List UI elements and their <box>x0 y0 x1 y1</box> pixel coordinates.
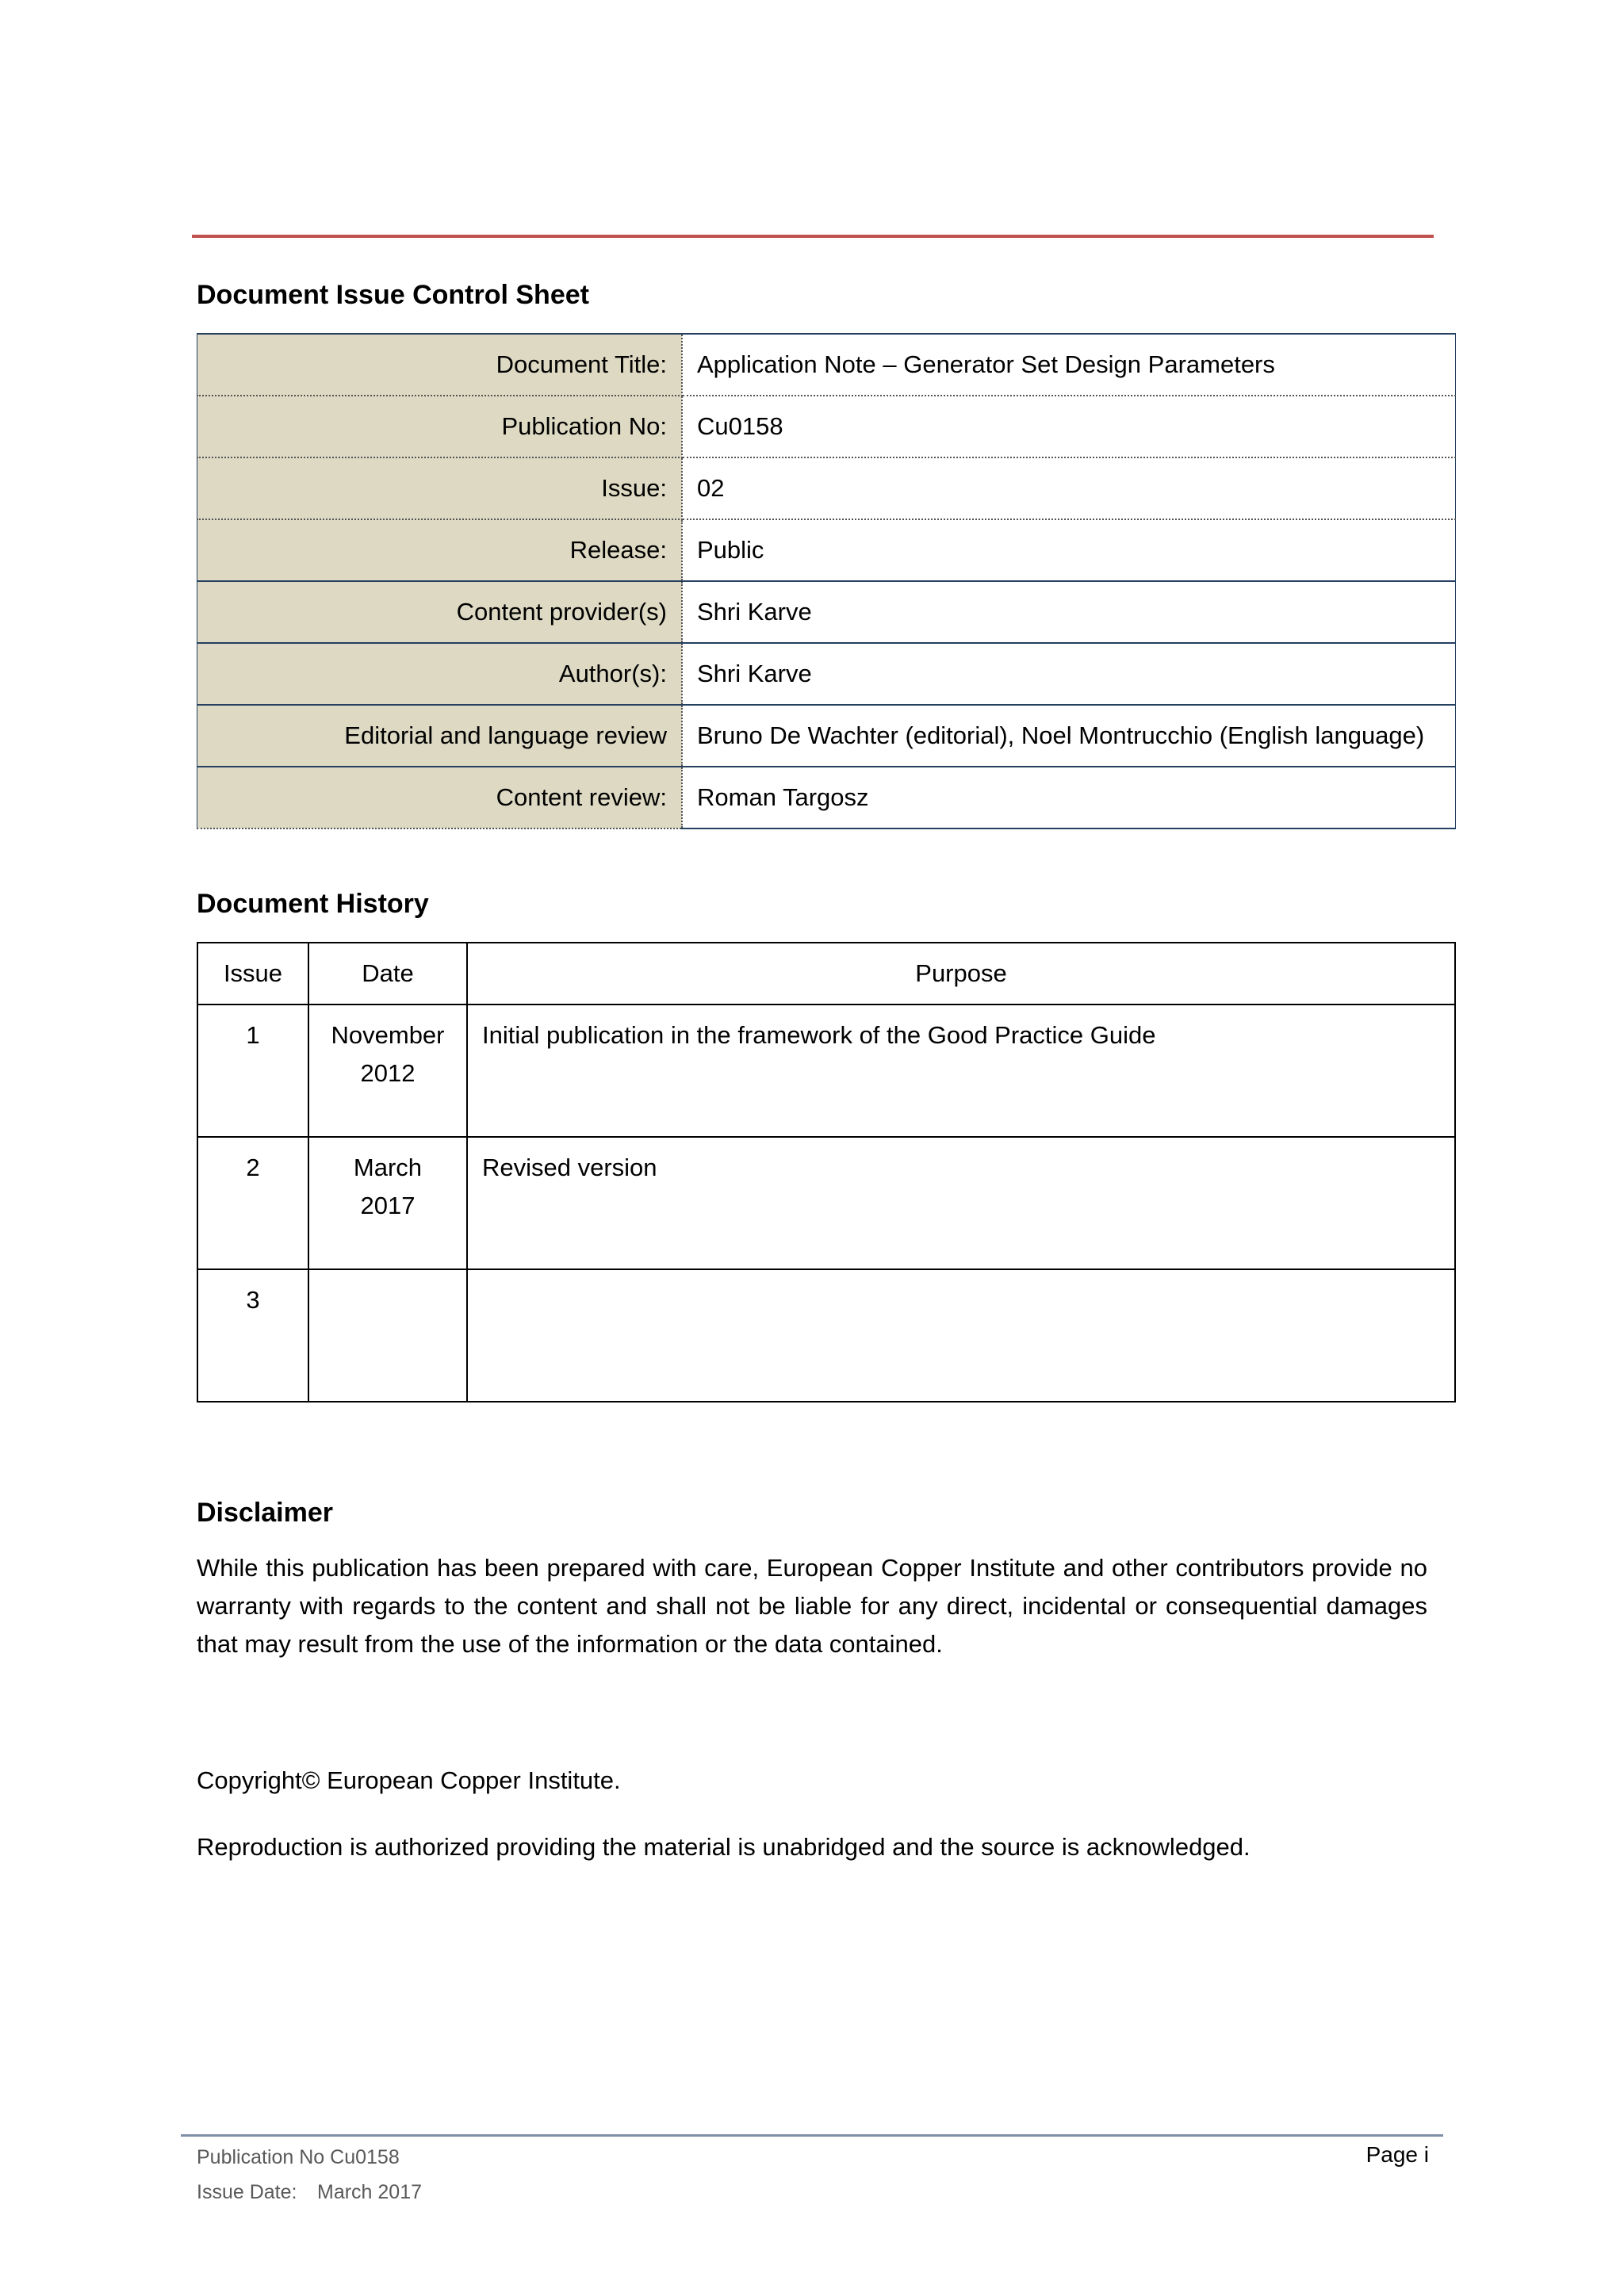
history-row <box>197 1137 1455 1269</box>
control-row-label: Publication No: <box>197 396 683 457</box>
control-row-label: Issue: <box>197 457 683 519</box>
control-row-label: Editorial and language review <box>197 705 683 767</box>
control-row <box>197 705 1456 767</box>
control-sheet-table <box>197 333 1456 829</box>
control-row-label: Document Title: <box>197 334 683 396</box>
history-row <box>197 1269 1455 1402</box>
control-sheet-title: Document Issue Control Sheet <box>197 280 589 310</box>
footer-rule <box>181 2134 1443 2137</box>
control-row-value: Bruno De Wachter (editorial), Noel Montrucchio (English language) <box>682 705 1456 767</box>
control-row <box>197 457 1456 519</box>
disclaimer-title: Disclaimer <box>197 1498 333 1528</box>
disclaimer-text: While this publication has been prepared with care, European Copper Institute and other contributors provide no warranty with regards to the content and shall not be liable for any direct, incidental or consequential damages that may result from the use of the information or the data contained. <box>197 1554 1427 1658</box>
control-row <box>197 396 1456 457</box>
history-purpose: Revised version <box>467 1137 1455 1269</box>
history-purpose: Initial publication in the framework of the Good Practice Guide <box>467 1004 1455 1137</box>
control-row-value: Roman Targosz <box>682 767 1456 828</box>
history-date <box>308 1004 467 1137</box>
control-row-label: Author(s): <box>197 643 683 705</box>
history-issue: 3 <box>197 1269 308 1402</box>
history-row <box>197 1004 1455 1137</box>
history-issue: 2 <box>197 1137 308 1269</box>
header-rule <box>192 235 1434 238</box>
control-row-value: Public <box>682 519 1456 581</box>
reproduction-text: Reproduction is authorized providing the material is unabridged and the source is acknowledged. <box>197 1833 1251 1861</box>
history-date-line1: March <box>353 1154 423 1181</box>
control-row-value: Shri Karve <box>682 643 1456 705</box>
control-row <box>197 643 1456 705</box>
control-row <box>197 519 1456 581</box>
control-row-value: 02 <box>682 457 1456 519</box>
control-row-label: Content review: <box>197 767 683 828</box>
control-row-value: Application Note – Generator Set Design Parameters <box>682 334 1456 396</box>
history-purpose <box>467 1269 1455 1402</box>
history-title: Document History <box>197 889 429 919</box>
footer-issue-date-value: March 2017 <box>317 2181 423 2203</box>
control-row-label: Release: <box>197 519 683 581</box>
history-header-purpose: Purpose <box>467 943 1455 1004</box>
footer-issue-date-label: Issue Date: <box>197 2181 297 2203</box>
history-date-line2: 2017 <box>360 1192 416 1219</box>
history-issue: 1 <box>197 1004 308 1137</box>
history-date <box>308 1137 467 1269</box>
page-number: Page i <box>1365 2142 1429 2167</box>
history-header-row <box>197 943 1455 1004</box>
history-date-line2: 2012 <box>360 1059 416 1087</box>
footer-publication: Publication No Cu0158 <box>197 2146 400 2168</box>
history-table <box>197 942 1456 1402</box>
history-date <box>308 1269 467 1402</box>
history-header-date: Date <box>308 943 467 1004</box>
control-row <box>197 767 1456 828</box>
control-row <box>197 334 1456 396</box>
control-row-label: Content provider(s) <box>197 581 683 643</box>
copyright-text: Copyright© European Copper Institute. <box>197 1766 621 1794</box>
control-row-value: Shri Karve <box>682 581 1456 643</box>
control-row <box>197 581 1456 643</box>
history-date-line1: November <box>331 1021 445 1049</box>
control-row-value: Cu0158 <box>682 396 1456 457</box>
footer-issue-date <box>197 2180 422 2204</box>
history-header-issue: Issue <box>197 943 308 1004</box>
